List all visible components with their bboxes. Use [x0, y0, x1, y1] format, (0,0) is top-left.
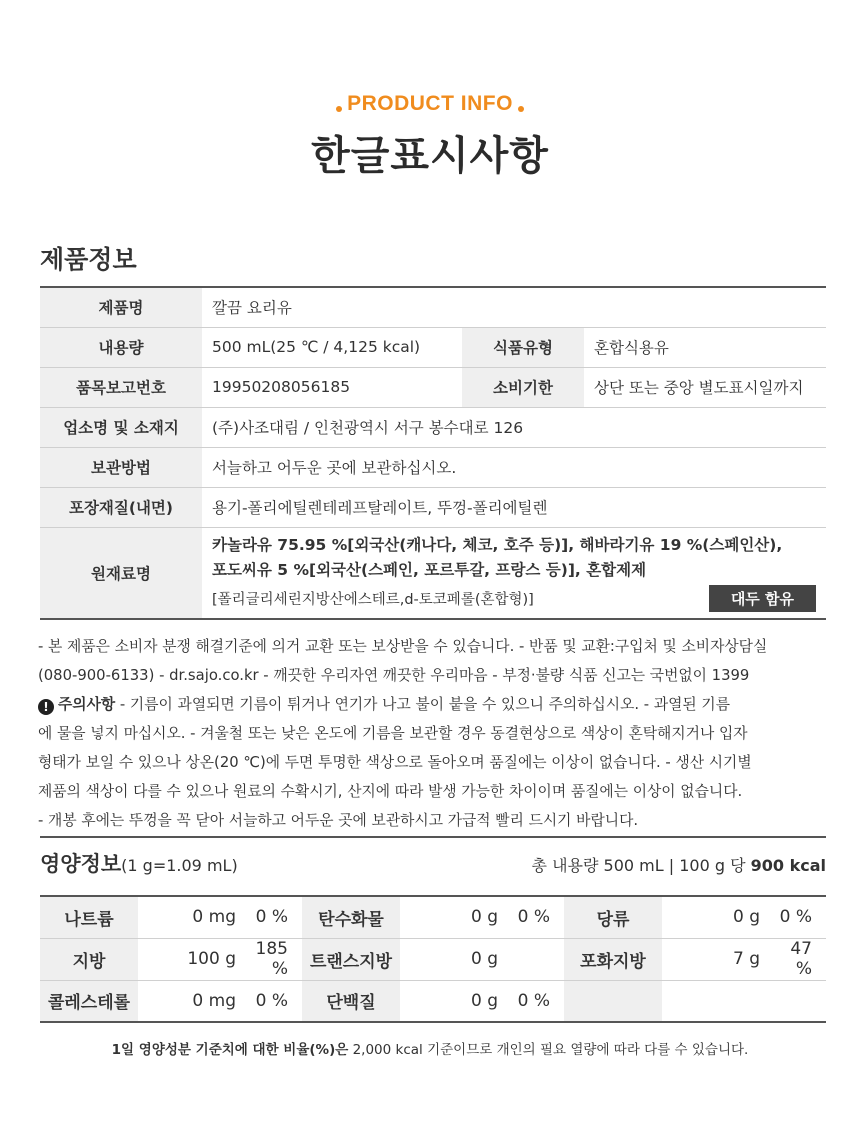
- nutrient-label: 당류: [564, 896, 662, 938]
- notice-line: [38, 690, 828, 719]
- nutrient-value: 0 g: [400, 980, 510, 1022]
- ingredients-note-row: [212, 585, 816, 612]
- expiry-value: 상단 또는 중앙 별도표시일까지: [584, 367, 826, 407]
- dot-icon: [336, 106, 342, 112]
- report-number-value: 19950208056185: [202, 367, 462, 407]
- packaging-label: 포장재질(내면): [40, 487, 202, 527]
- maker-label: 업소명 및 소재지: [40, 407, 202, 447]
- nutrient-label: 탄수화물: [302, 896, 400, 938]
- notice-line: - 개봉 후에는 뚜껑을 꼭 닫아 서늘하고 어두운 곳에 보관하시고 가급적 빨리 드시기 바랍니다.: [38, 812, 639, 829]
- notice-block: [38, 632, 828, 835]
- storage-value: 서늘하고 어두운 곳에 보관하십시오.: [202, 447, 826, 487]
- nutrition-total-kcal: 900 kcal: [750, 856, 826, 875]
- expiry-label: 소비기한: [462, 367, 584, 407]
- warning-icon: !: [38, 699, 54, 715]
- volume-value: 500 mL(25 ℃ / 4,125 kcal): [202, 327, 462, 367]
- nutrition-subtitle: (1 g=1.09 mL): [121, 856, 238, 875]
- product-info-title: 제품정보: [40, 245, 137, 274]
- hero-header: [0, 92, 860, 181]
- nutrient-percent: [772, 980, 826, 1022]
- table-row: [40, 367, 826, 407]
- nutrient-label: 나트륨: [40, 896, 138, 938]
- maker-value: (주)사조대림 / 인천광역시 서구 봉수대로 126: [202, 407, 826, 447]
- nutrient-percent: 0 %: [510, 896, 564, 938]
- nutrition-title-group: [40, 848, 238, 878]
- product-name-label: 제품명: [40, 287, 202, 327]
- nutrient-value: 100 g: [138, 938, 248, 980]
- nutrient-label: [564, 980, 662, 1022]
- allergen-badge: 대두 함유: [709, 585, 816, 612]
- nutrition-footnote: [0, 1038, 860, 1058]
- ingredients-value: [202, 527, 826, 619]
- nutrient-percent: 0 %: [248, 980, 302, 1022]
- notice-line: - 본 제품은 소비자 분쟁 해결기준에 의거 교환 또는 보상받을 수 있습니다. - 반품 및 교환:구입처 및 소비자상담실: [38, 638, 768, 655]
- table-row: [40, 287, 826, 327]
- table-row: [40, 938, 826, 980]
- nutrient-label: 지방: [40, 938, 138, 980]
- warning-label: 주의사항: [58, 696, 116, 713]
- storage-label: 보관방법: [40, 447, 202, 487]
- nutrient-percent: 185 %: [248, 938, 302, 980]
- table-row: [40, 327, 826, 367]
- dot-icon: [518, 106, 524, 112]
- packaging-value: 용기-폴리에틸렌테레프탈레이트, 뚜껑-폴리에틸렌: [202, 487, 826, 527]
- product-info-table: [40, 286, 826, 620]
- nutrient-value: [662, 980, 772, 1022]
- nutrient-percent: 0 %: [772, 896, 826, 938]
- divider: [40, 836, 826, 838]
- food-type-value: 혼합식용유: [584, 327, 826, 367]
- table-row: [40, 447, 826, 487]
- nutrient-percent: 0 %: [248, 896, 302, 938]
- nutrient-value: 0 mg: [138, 896, 248, 938]
- nutrient-value: 0 mg: [138, 980, 248, 1022]
- notice-line: 형태가 보일 수 있으나 상온(20 ℃)에 두면 투명한 색상으로 돌아오며 품질에는 이상이 없습니다. - 생산 시기별: [38, 754, 752, 771]
- nutrient-label: 트랜스지방: [302, 938, 400, 980]
- product-name-value: 깔끔 요리유: [202, 287, 826, 327]
- badge-text: PRODUCT INFO: [347, 92, 513, 115]
- notice-line: (080-900-6133) - dr.sajo.co.kr - 깨끗한 우리자연 깨끗한 우리마음 - 부정·불량 식품 신고는 국번없이 1399: [38, 667, 750, 684]
- nutrition-total: [532, 853, 826, 876]
- ingredients-line-1: 카놀라유 75.95 %[외국산(캐나다, 체코, 호주 등)], 해바라기유 19 %(스페인산),: [212, 536, 783, 555]
- nutrient-percent: 47 %: [772, 938, 826, 980]
- nutrient-label: 포화지방: [564, 938, 662, 980]
- nutrient-label: 콜레스테롤: [40, 980, 138, 1022]
- ingredients-label: 원재료명: [40, 527, 202, 619]
- volume-label: 내용량: [40, 327, 202, 367]
- nutrient-value: 0 g: [400, 896, 510, 938]
- table-row: [40, 407, 826, 447]
- table-row: [40, 980, 826, 1022]
- page-title: 한글표시사항: [311, 133, 549, 179]
- notice-line: 제품의 색상이 다를 수 있으나 원료의 수확시기, 산지에 따라 발생 가능한 차이이며 품질에는 이상이 없습니다.: [38, 783, 743, 800]
- nutrient-value: 7 g: [662, 938, 772, 980]
- nutrient-value: 0 g: [400, 938, 510, 980]
- nutrition-table: [40, 895, 826, 1023]
- ingredients-line-2-text: 포도씨유 5 %[외국산(스페인, 포르투갈, 프랑스 등)], 혼합제제: [212, 561, 647, 580]
- nutrient-percent: 0 %: [510, 980, 564, 1022]
- table-row: [40, 896, 826, 938]
- ingredients-line-2: [212, 558, 816, 583]
- footnote-bold: 1일 영양성분 기준치에 대한 비율(%)은: [111, 1042, 349, 1058]
- ingredients-line-3: [폴리글리세린지방산에스테르,d-토코페롤(혼합형)]: [212, 592, 534, 609]
- report-number-label: 품목보고번호: [40, 367, 202, 407]
- nutrition-header: [40, 848, 826, 878]
- food-type-label: 식품유형: [462, 327, 584, 367]
- nutrient-label: 단백질: [302, 980, 400, 1022]
- notice-line: 에 물을 넣지 마십시오. - 겨울철 또는 낮은 온도에 기름을 보관할 경우 동결현상으로 색상이 혼탁해지거나 입자: [38, 725, 748, 742]
- table-row: [40, 487, 826, 527]
- table-row: [40, 527, 826, 619]
- nutrient-value: 0 g: [662, 896, 772, 938]
- product-info-badge: [0, 92, 860, 116]
- warning-text: - 기름이 과열되면 기름이 튀거나 연기가 나고 불이 붙을 수 있으니 주의하십시오. - 과열된 기름: [115, 696, 730, 713]
- nutrition-title: 영양정보: [40, 852, 122, 876]
- nutrition-total-prefix: 총 내용량 500 mL | 100 g 당: [531, 856, 751, 875]
- footnote-text: 2,000 kcal 기준이므로 개인의 필요 열량에 따라 다를 수 있습니다.: [348, 1042, 749, 1058]
- nutrient-percent: [510, 938, 564, 980]
